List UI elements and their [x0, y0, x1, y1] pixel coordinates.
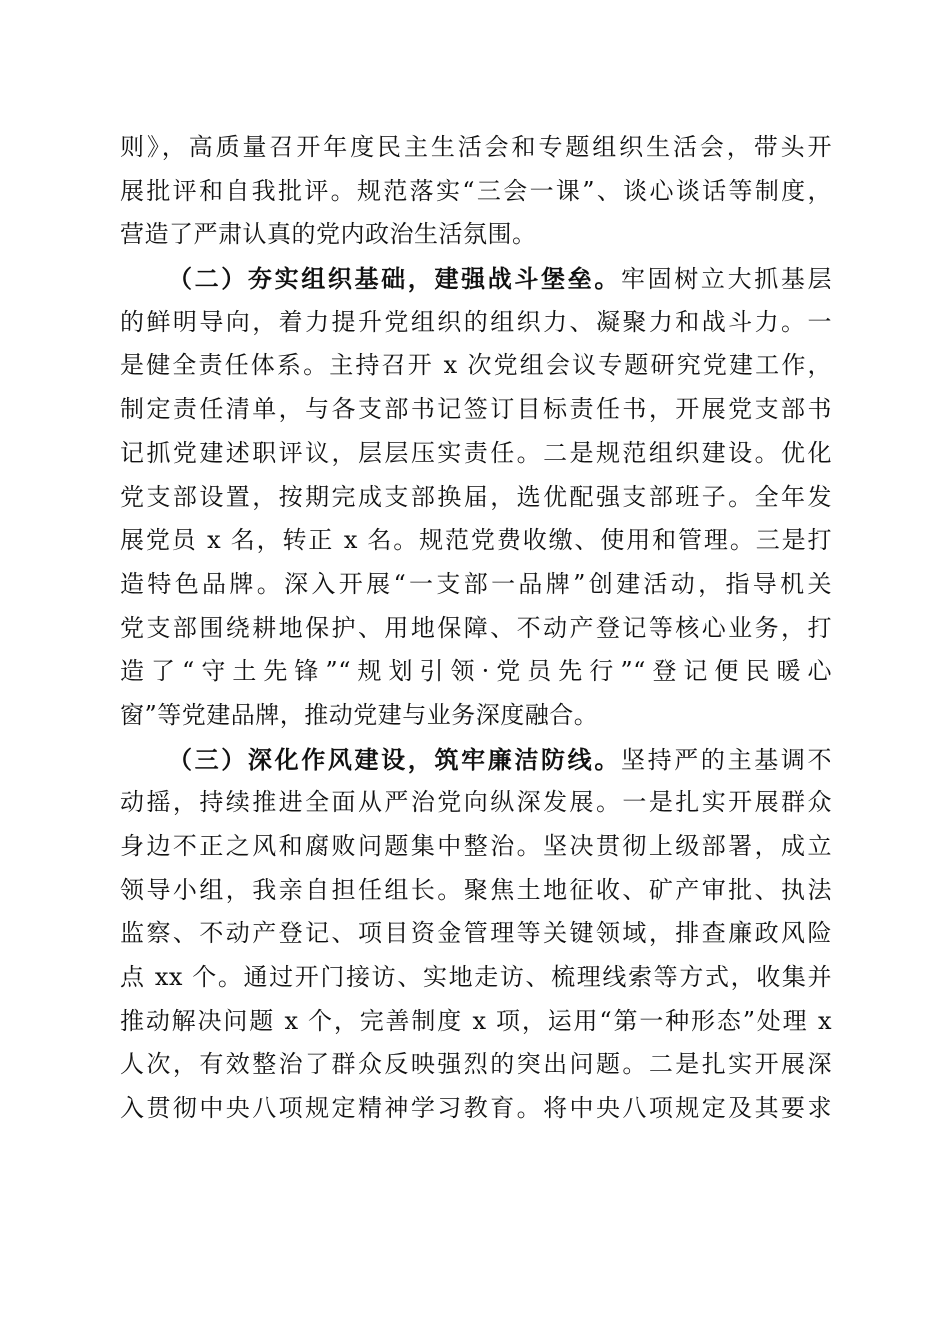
text-line: 监察、不动产登记、项目资金管理等关键领域，排查廉政风险 — [120, 919, 832, 948]
text-line: 领导小组，我亲自担任组长。聚焦土地征收、矿产审批、执法 — [120, 875, 832, 904]
paragraph-3 — [120, 738, 832, 1131]
text-line: 是健全责任体系。主持召开 x 次党组会议专题研究党建工作， — [120, 351, 832, 380]
text-line: 身边不正之风和腐败问题集中整治。坚决贯彻上级部署，成立 — [120, 832, 832, 860]
text-line: 展党员 x 名，转正 x 名。规范党费收缴、使用和管理。三是打 — [120, 526, 832, 555]
text-span: 牢固树立大抓基层 — [620, 265, 833, 294]
text-line: 党支部设置，按期完成支部换届，选优配强支部班子。全年发 — [120, 482, 832, 511]
paragraph-1 — [120, 126, 832, 257]
text-line: 党支部围绕耕地保护、用地保障、不动产登记等核心业务，打 — [120, 613, 832, 642]
text-line: 窗”等党建品牌，推动党建与业务深度融合。 — [120, 700, 599, 729]
text-line: 动摇，持续推进全面从严治党向纵深发展。一是扎实开展群众 — [120, 788, 832, 817]
text-line: 展批评和自我批评。规范落实“三会一课”、谈心谈话等制度， — [120, 176, 832, 205]
text-line — [120, 738, 832, 782]
text-line: 推动解决问题 x 个，完善制度 x 项，运用“第一种形态”处理 x — [120, 1006, 832, 1035]
section-heading: （二）夯实组织基础，建强战斗堡垒。 — [168, 264, 621, 294]
text-line: 制定责任清单，与各支部书记签订目标责任书，开展党支部书 — [120, 395, 832, 424]
text-line: 营造了严肃认真的党内政治生活氛围。 — [120, 220, 537, 249]
text-line: 点 xx 个。通过开门接访、实地走访、梳理线索等方式，收集并 — [120, 963, 832, 992]
text-line: 造了“守土先锋”“规划引领·党员先行”“登记便民暖心 — [120, 657, 832, 686]
text-line: 入贯彻中央八项规定精神学习教育。将中央八项规定及其要求 — [120, 1094, 832, 1123]
text-line: 人次，有效整治了群众反映强烈的突出问题。二是扎实开展深 — [120, 1050, 832, 1079]
body-text — [120, 126, 832, 1131]
text-line: 记抓党建述职评议，层层压实责任。二是规范组织建设。优化 — [120, 438, 832, 467]
text-line: 的鲜明导向，着力提升党组织的组织力、凝聚力和战斗力。一 — [120, 307, 832, 336]
text-line: 造特色品牌。深入开展“一支部一品牌”创建活动，指导机关 — [120, 569, 832, 598]
paragraph-2 — [120, 257, 832, 738]
text-line — [120, 257, 832, 301]
text-line: 则》，高质量召开年度民主生活会和专题组织生活会，带头开 — [120, 133, 832, 161]
text-span: 坚持严的主基调不 — [620, 745, 833, 774]
section-heading: （三）深化作风建设，筑牢廉洁防线。 — [168, 744, 621, 774]
